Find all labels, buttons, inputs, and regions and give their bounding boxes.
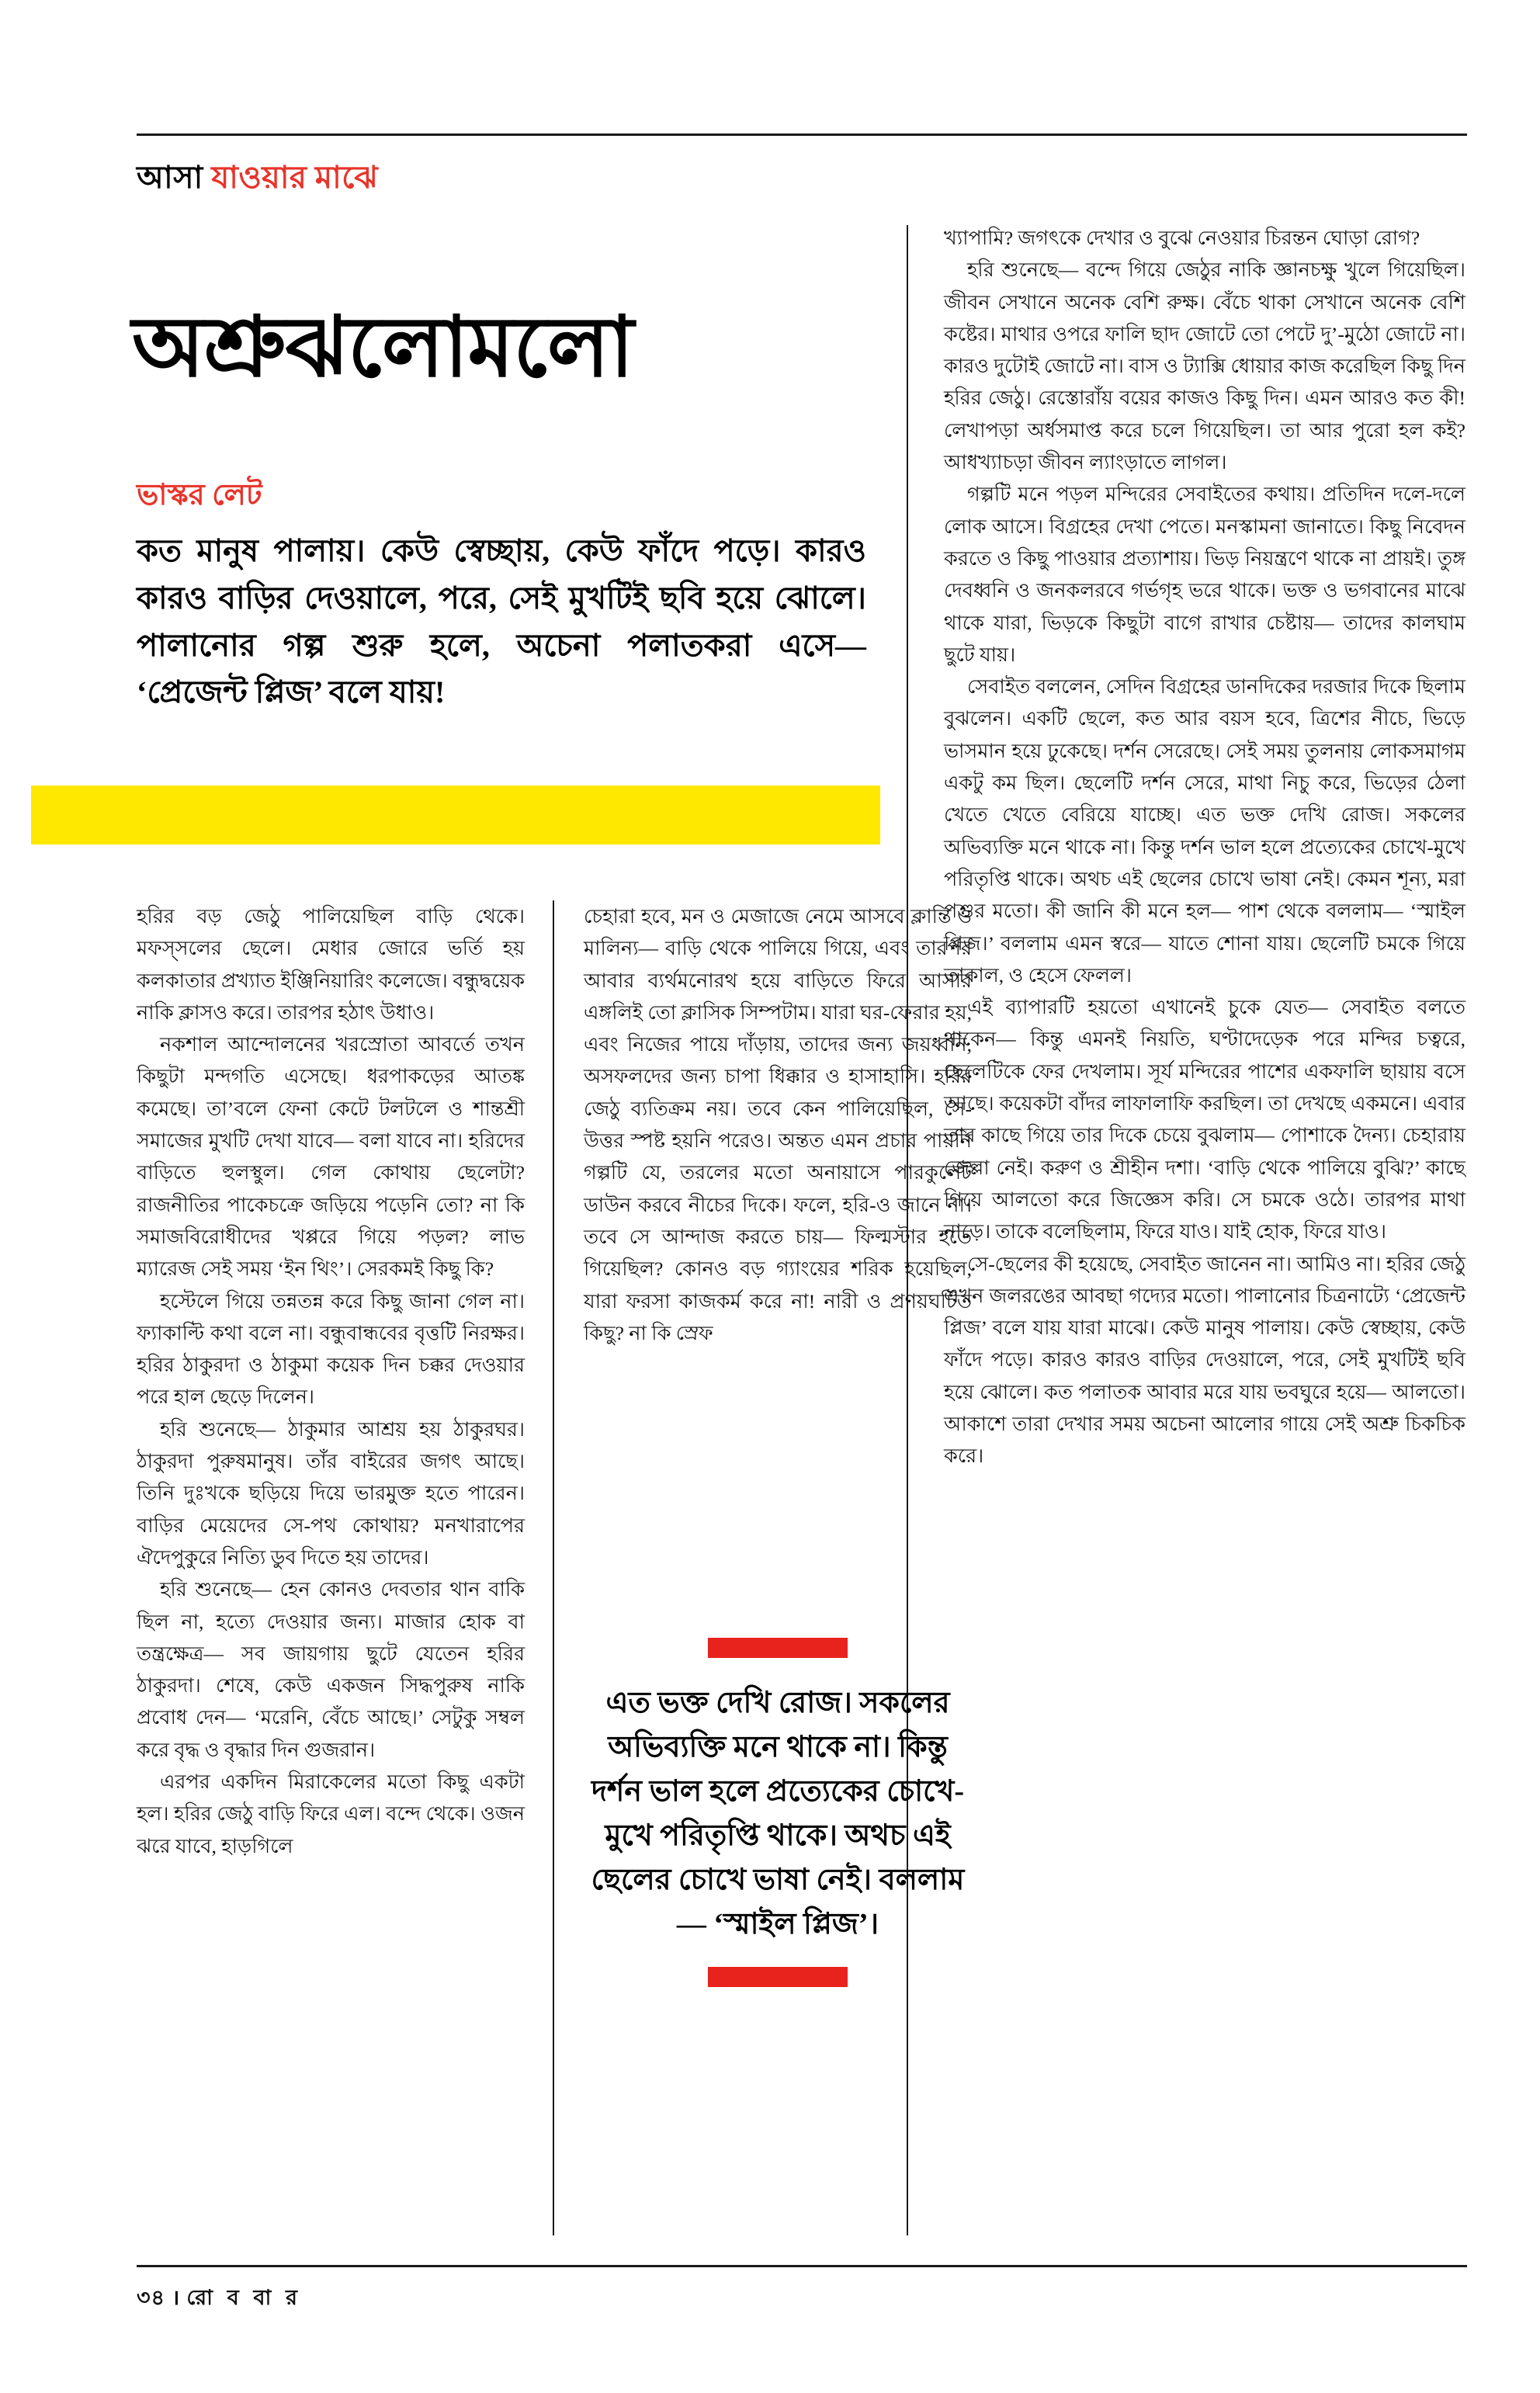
author-byline: ভাস্কর লেট <box>137 479 262 512</box>
body-column-one <box>137 900 525 1862</box>
page-footer <box>137 2282 302 2317</box>
yellow-highlight-band <box>31 786 880 844</box>
paragraph: খ্যাপামি? জগৎকে দেখার ও বুঝে নেওয়ার চিরন্তন ঘোড়া রোগ? <box>944 227 1420 249</box>
paragraph: হরি শুনেছে— হেন কোনও দেবতার থান বাকি ছিল না, হত্যে দেওয়ার জন্য। মাজার হোক বা তন্ত্রক্ষেত্র— সব জায়গায় ছুটে যেতেন হরির ঠাকুরদা। শেষে, কেউ একজন সিদ্ধপুরুষ নাকি প্রবোধ দেন— ‘মরেনি, বেঁচে আছে।’ সেটুকু সম্বল করে বৃদ্ধ ও বৃদ্ধার দিন গুজরান। <box>137 1578 525 1761</box>
section-kicker <box>137 159 378 196</box>
footer-divider <box>137 2265 1467 2267</box>
body-column-three <box>944 222 1465 1472</box>
page-number: ৩৪ <box>137 2286 166 2309</box>
paragraph: হস্টেলে গিয়ে তন্নতন্ন করে কিছু জানা গেল না। ফ্যাকাল্টি কথা বলে না। বন্ধুবান্ধবের বৃত্তটি নিরক্ষর। হরির ঠাকুরদা ও ঠাকুমা কয়েক দিন চক্কর দেওয়ার পরে হাল ছেড়ে দিলেন। <box>137 1289 525 1409</box>
kicker-part-two: যাওয়ার মাঝে <box>211 160 379 195</box>
paragraph: নকশাল আন্দোলনের খরস্রোতা আবর্তে তখন কিছুটা মন্দগতি এসেছে। ধরপাকড়ের আতঙ্ক কমেছে। তা’বলে ফেনা কেটে টলটলে ও শান্তশ্রী সমাজের মুখটি দেখা যাবে— বলা যাবে না। হরিদের বাড়িতে হুলস্থুল। গেল কোথায় ছেলেটা? রাজনীতির পাকেচক্রে জড়িয়ে পড়েনি তো? না কি সমাজবিরোধীদের খপ্পরে গিয়ে পড়ল? লাভ ম্যারেজ সেই সময় ‘ইন থিং’। সেরকমই কিছু কি? <box>137 1033 525 1281</box>
top-divider <box>137 134 1467 136</box>
pull-quote <box>584 1638 972 1987</box>
body-column-two <box>584 900 972 1349</box>
pull-quote-top-rule <box>708 1638 848 1658</box>
paragraph: হরির বড় জেঠু পালিয়েছিল বাড়ি থেকে। মফস্সলের ছেলে। মেধার জোরে ভর্তি হয় কলকাতার প্রখ্যাত ইঞ্জিনিয়ারিং কলেজে। বন্ধুদ্বয়েক নাকি ক্লাসও করে। তারপর হঠাৎ উধাও। <box>137 905 525 1024</box>
paragraph: এই ব্যাপারটি হয়তো এখানেই চুকে যেত— সেবাইত বলতে থাকেন— কিন্তু এমনই নিয়তি, ঘণ্টাদেড়েক পরে মন্দির চত্বরে, ছেলেটিকে ফের দেখলাম। সূর্য মন্দিরের পাশের একফালি ছায়ায় বসে আছে। কয়েকটা বাঁদর লাফালাফি করছিল। তা দেখছে একমনে। এবার তার কাছে গিয়ে তার দিকে চেয়ে বুঝলাম— পোশাকে দৈন্য। চেহারায় জেল্লা নেই। করুণ ও শ্রীহীন দশা। ‘বাড়ি থেকে পালিয়ে বুঝি?’ কাছে গিয়ে আলতো করে জিজ্ঞেস করি। সে চমকে ওঠে। তারপর মাথা নাড়ে। তাকে বলেছিলাম, ফিরে যাও। যাই হোক, ফিরে যাও। <box>944 996 1465 1243</box>
paragraph: গল্পটি মনে পড়ল মন্দিরের সেবাইতের কথায়। প্রতিদিন দলে-দলে লোক আসে। বিগ্রহের দেখা পেতে। মনস্কামনা জানাতে। কিছু নিবেদন করতে ও কিছু পাওয়ার প্রত্যাশায়। ভিড় নিয়ন্ত্রণে থাকে না প্রায়ই। তুঙ্গ দেবধ্বনি ও জনকলরবে গর্ভগৃহ ভরে থাকে। ভক্ত ও ভগবানের মাঝে থাকে যারা, ভিড়কে কিছুটা বাগে রাখার চেষ্টায়— তাদের কালঘাম ছুটে যায়। <box>944 483 1465 666</box>
paragraph: হরি শুনেছে— ঠাকুমার আশ্রয় হয় ঠাকুরঘর। ঠাকুরদা পুরুষমানুষ। তাঁর বাইরের জগৎ আছে। তিনি দুঃখকে ছড়িয়ে দিয়ে ভারমুক্ত হতে পারেন। বাড়ির মেয়েদের সে-পথ কোথায়? মনখারাপের ঐদেপুকুরে নিত্যি ডুব দিতে হয় তাদের। <box>137 1417 525 1569</box>
footer-separator: । <box>172 2286 181 2309</box>
paragraph: হরি শুনেছে— বন্দে গিয়ে জেঠুর নাকি জ্ঞানচক্ষু খুলে গিয়েছিল। জীবন সেখানে অনেক বেশি রুক্ষ। বেঁচে থাকা সেখানে অনেক বেশি কষ্টের। মাথার ওপরে ফালি ছাদ জোটে তো পেটে দু’-মুঠো জোটে না। কারও দুটোই জোটে না। বাস ও ট্যাক্সি ধোয়ার কাজ করেছিল কিছু দিন হরির জেঠু। রেস্তোরাঁয় বয়ের কাজও কিছু দিন। এমন আরও কত কী! লেখাপড়া অর্ধসমাপ্ত করে চলে গিয়েছিল। তা আর পুরো হল কই? আধখ্যাচড়া জীবন ল্যাংড়াতে লাগল। <box>944 258 1465 474</box>
paragraph: চেহারা হবে, মন ও মেজাজে নেমে আসবে ক্লান্তি ও মালিন্য— বাড়ি থেকে পালিয়ে গিয়ে, এবং তারপর আবার ব্যর্থমনোরথ হয়ে বাড়িতে ফিরে আসার এঙ্গলিই তো ক্লাসিক সিম্পটাম। যারা ঘর-ফেরার হয়, এবং নিজের পায়ে দাঁড়ায়, তাদের জন্য জয়ধ্বনি, অসফলদের জন্য চাপা ধিক্কার ও হাসাহাসি। হরির জেঠু ব্যতিক্রম নয়। তবে কেন পালিয়েছিল, সে-উত্তর স্পষ্ট হয়নি পরেও। অন্তত এমন প্রচার পায়নি গল্পটি যে, তরলের মতো অনায়াসে পারকুলেট ডাউন করবে নীচের দিকে। ফলে, হরি-ও জানে না। তবে সে আন্দাজ করতে চায়— ফিল্মস্টার হতে গিয়েছিল? কোনও বড় গ্যাংয়ের শরিক হয়েছিল, যারা ফরসা কাজকর্ম করে না! নারী ও প্রণয়ঘটিত কিছু? না কি স্রেফ <box>584 905 972 1344</box>
paragraph: সেবাইত বললেন, সেদিন বিগ্রহের ডানদিকের দরজার দিকে ছিলাম বুঝলেন। একটি ছেলে, কত আর বয়স হবে, ত্রিশের নীচে, ভিড়ে ভাসমান হয়ে ঢুকেছে। দর্শন সেরেছে। সেই সময় তুলনায় লোকসমাগম একটু কম ছিল। ছেলেটি দর্শন সেরে, মাথা নিচু করে, ভিড়ের ঠেলা খেতে খেতে বেরিয়ে যাচ্ছে। এত ভক্ত দেখি রোজ। সকলের অভিব্যক্তি মনে থাকে না। কিন্তু দর্শন ভাল হলে প্রত্যেকের চোখে-মুখে পরিতৃপ্তি থাকে। অথচ এই ছেলের চোখে ভাষা নেই। কেমন শূন্য, মরা পশুর মতো। কী জানি কী মনে হল— পাশ থেকে বললাম— ‘স্মাইল প্লিজ।’ বললাম এমন স্বরে— যাতে শোনা যায়। ছেলেটি চমকে গিয়ে তাকাল, ও হেসে ফেলল। <box>944 675 1465 987</box>
kicker-part-one: আসা <box>137 160 212 195</box>
column-divider-left <box>553 900 554 2235</box>
article-standfirst: কত মানুষ পালায়। কেউ স্বেচ্ছায়, কেউ ফাঁদে পড়ে। কারও কারও বাড়ির দেওয়ালে, পরে, সেই মুখটিই ছবি হয়ে ঝোলে। পালানোর গল্প শুরু হলে, অচেনা পলাতকরা এসে— ‘প্রেজেন্ট প্লিজ’ বলে যায়! <box>137 533 866 710</box>
paragraph: সে-ছেলের কী হয়েছে, সেবাইত জানেন না। আমিও না। হরির জেঠু এখন জলরঙের আবছা গদ্যের মতো। পালানোর চিত্রনাট্যে ‘প্রেজেন্ট প্লিজ’ বলে যায় যারা মাঝে। কেউ মানুষ পালায়। কেউ স্বেচ্ছায়, কেউ ফাঁদে পড়ে। কারও কারও বাড়ির দেওয়ালে, পরে, সেই মুখটিই ছবি হয়ে ঝোলে। কত পলাতক আবার মরে যায় ভবঘুরে হয়ে— আলতো। আকাশে তারা দেখার সময় অচেনা আলোর গায়ে সেই অশ্রু চিকচিক করে। <box>944 1252 1465 1468</box>
pull-quote-bottom-rule <box>708 1967 848 1987</box>
article-headline: অশ্রুঝলোমলো <box>132 302 633 394</box>
magazine-name: রো ব বা র <box>186 2286 302 2309</box>
paragraph: এরপর একদিন মিরাকেলের মতো কিছু একটা হল। হরির জেঠু বাড়ি ফিরে এল। বন্দে থেকে। ওজন ঝরে যাবে, হাড়গিলে <box>137 1770 525 1857</box>
pull-quote-text: এত ভক্ত দেখি রোজ। সকলের অভিব্যক্তি মনে থাকে না। কিন্তু দর্শন ভাল হলে প্রত্যেকের চোখে-মুখে পরিতৃপ্তি থাকে। অথচ এই ছেলের চোখে ভাষা নেই। বললাম— ‘স্মাইল প্লিজ’। <box>591 1687 965 1940</box>
